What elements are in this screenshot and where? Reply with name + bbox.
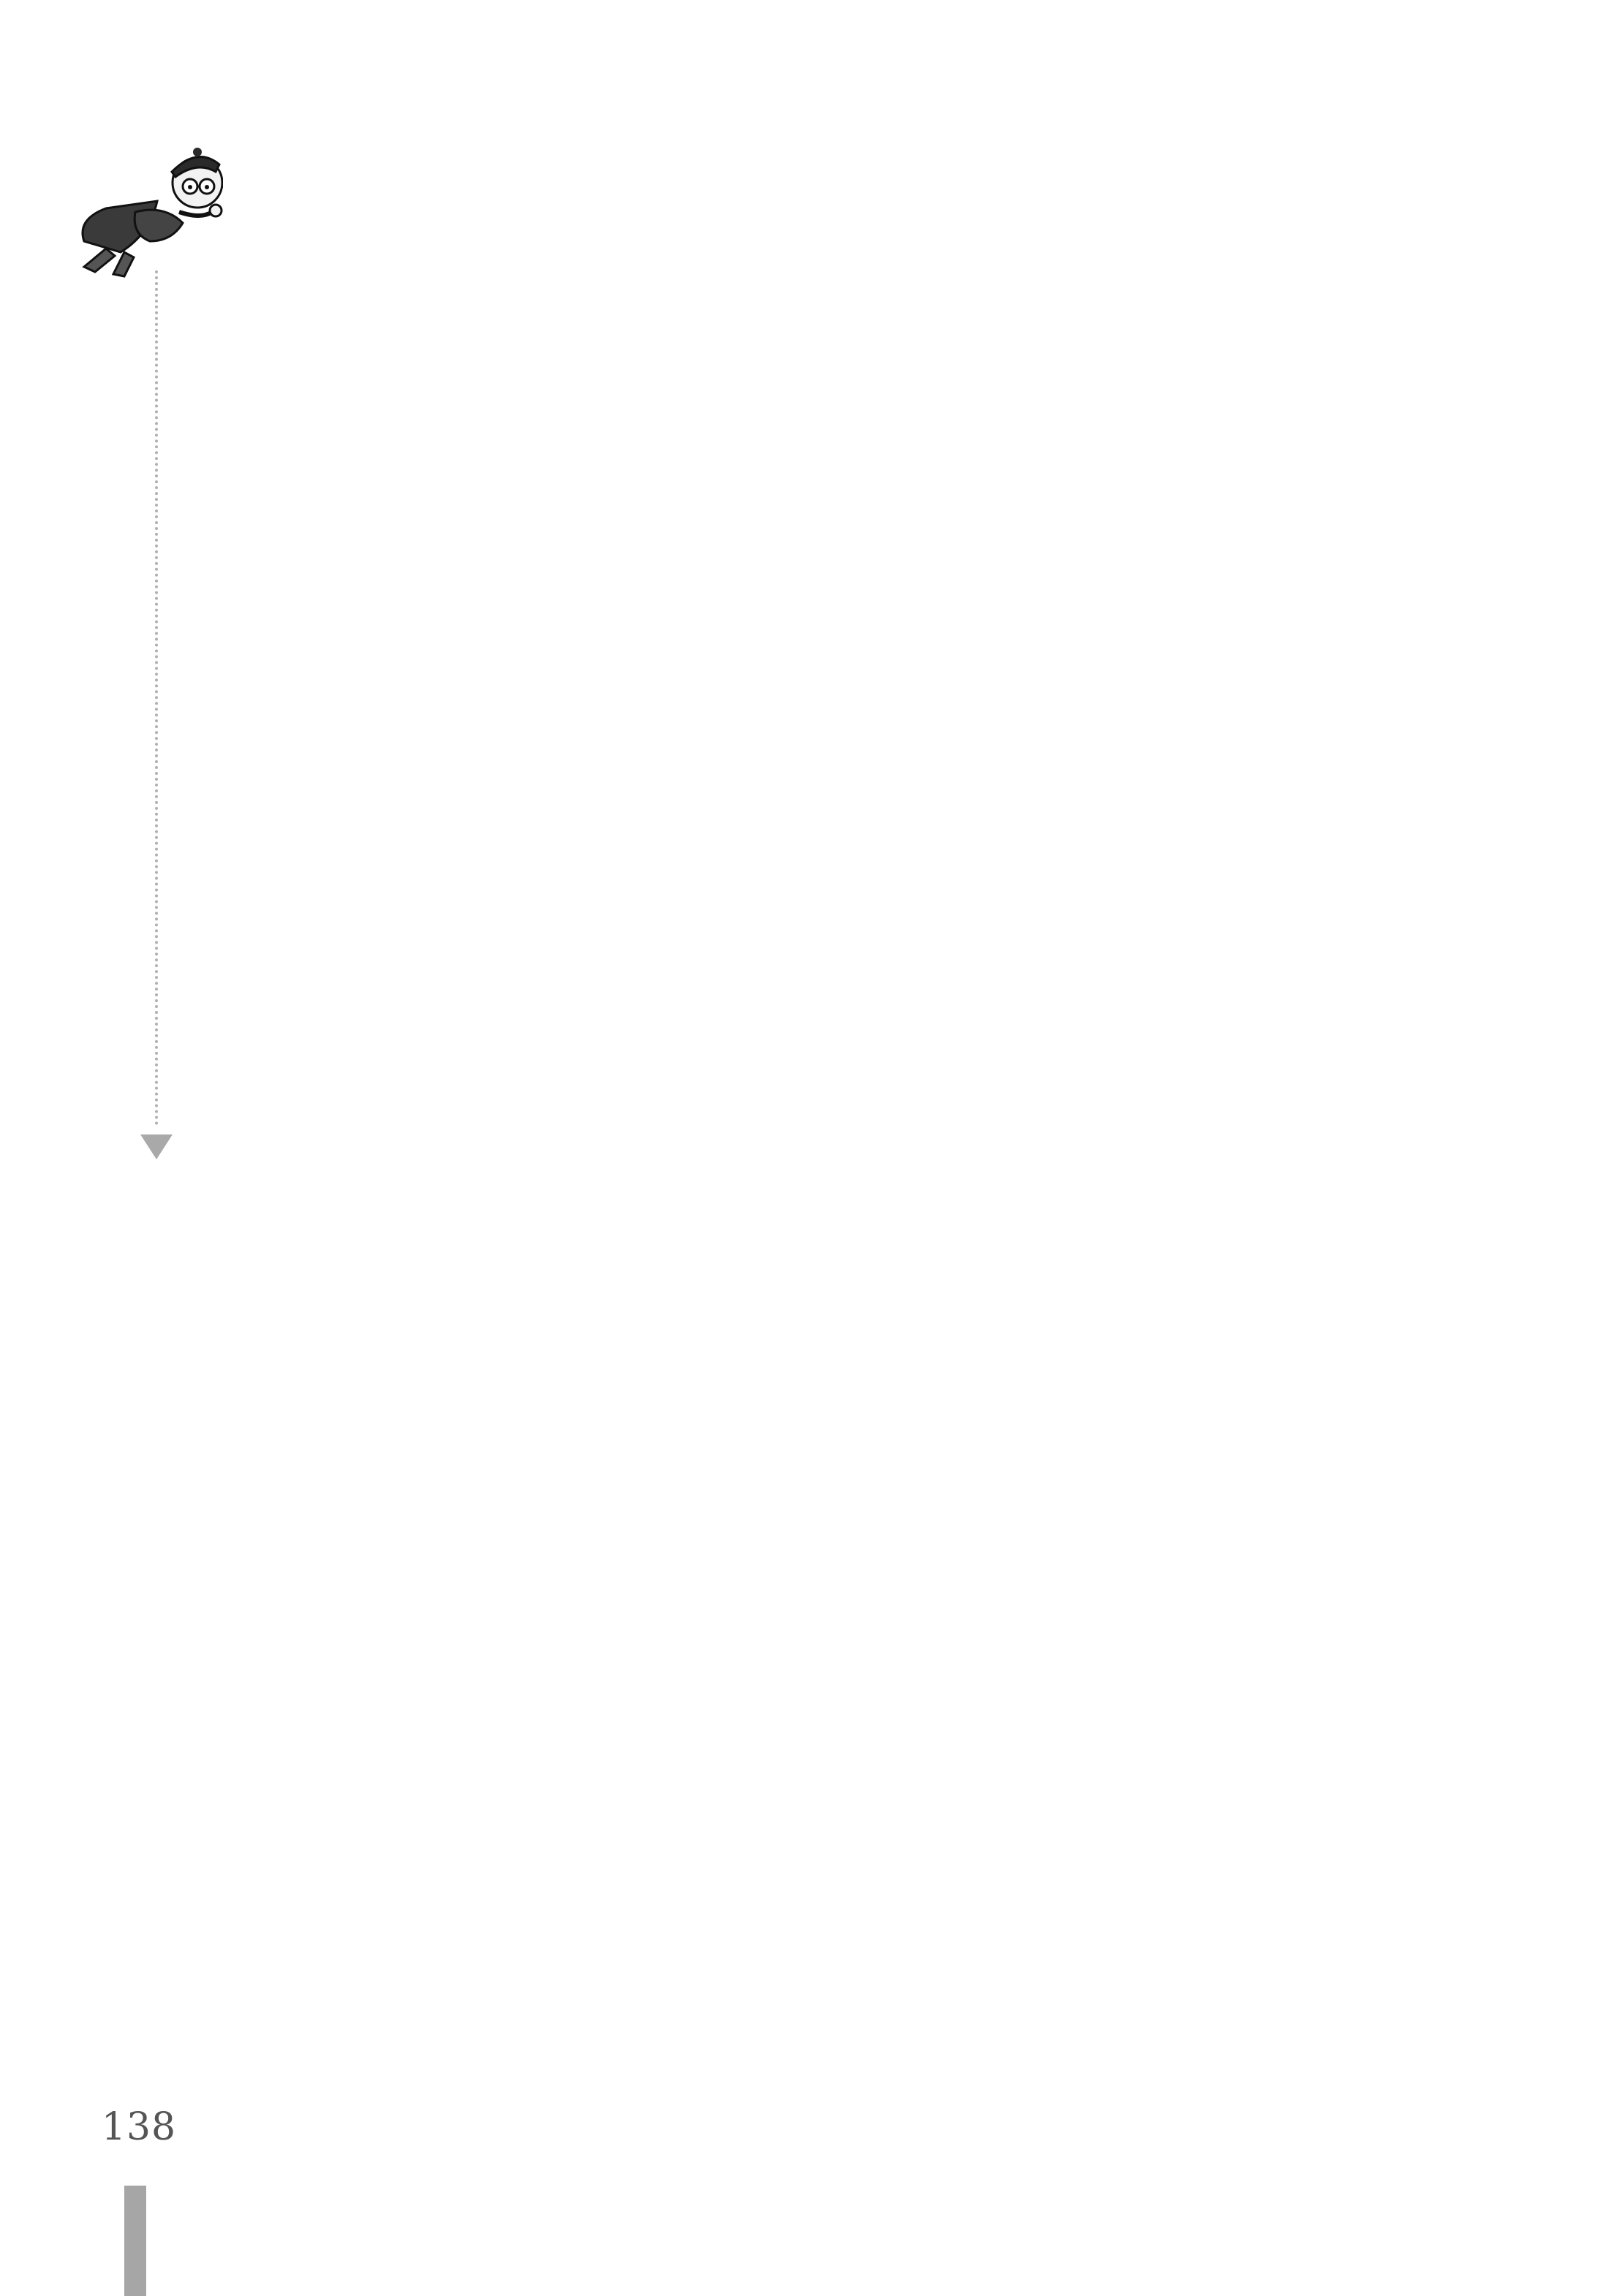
text-column bbox=[1018, 219, 1075, 2003]
text-column bbox=[847, 219, 904, 2003]
text-column bbox=[447, 219, 504, 2003]
text-column bbox=[333, 219, 390, 2003]
text-column bbox=[1132, 219, 1189, 2003]
text-column bbox=[618, 219, 676, 2003]
text-column bbox=[1360, 219, 1417, 2003]
text-column bbox=[904, 219, 961, 2003]
cartoon-boy-flying-icon bbox=[62, 132, 223, 278]
body-text bbox=[219, 219, 1499, 2003]
header-dotted-rule bbox=[155, 270, 158, 1126]
text-column bbox=[504, 219, 561, 2003]
text-column bbox=[1075, 219, 1132, 2003]
text-column bbox=[1189, 219, 1246, 2003]
running-header bbox=[110, 270, 161, 1060]
text-column bbox=[561, 219, 618, 2003]
text-column bbox=[219, 219, 276, 2003]
text-column bbox=[790, 219, 847, 2003]
text-column bbox=[276, 219, 333, 2003]
triangle-down-icon bbox=[140, 1134, 173, 1159]
text-column bbox=[390, 219, 447, 2003]
text-column bbox=[1246, 219, 1303, 2003]
text-column bbox=[1303, 219, 1360, 2003]
page-edge-tab bbox=[124, 2186, 146, 2296]
text-column bbox=[733, 219, 790, 2003]
page-number: 138 bbox=[101, 2105, 177, 2149]
text-column bbox=[961, 219, 1018, 2003]
text-column bbox=[676, 219, 733, 2003]
